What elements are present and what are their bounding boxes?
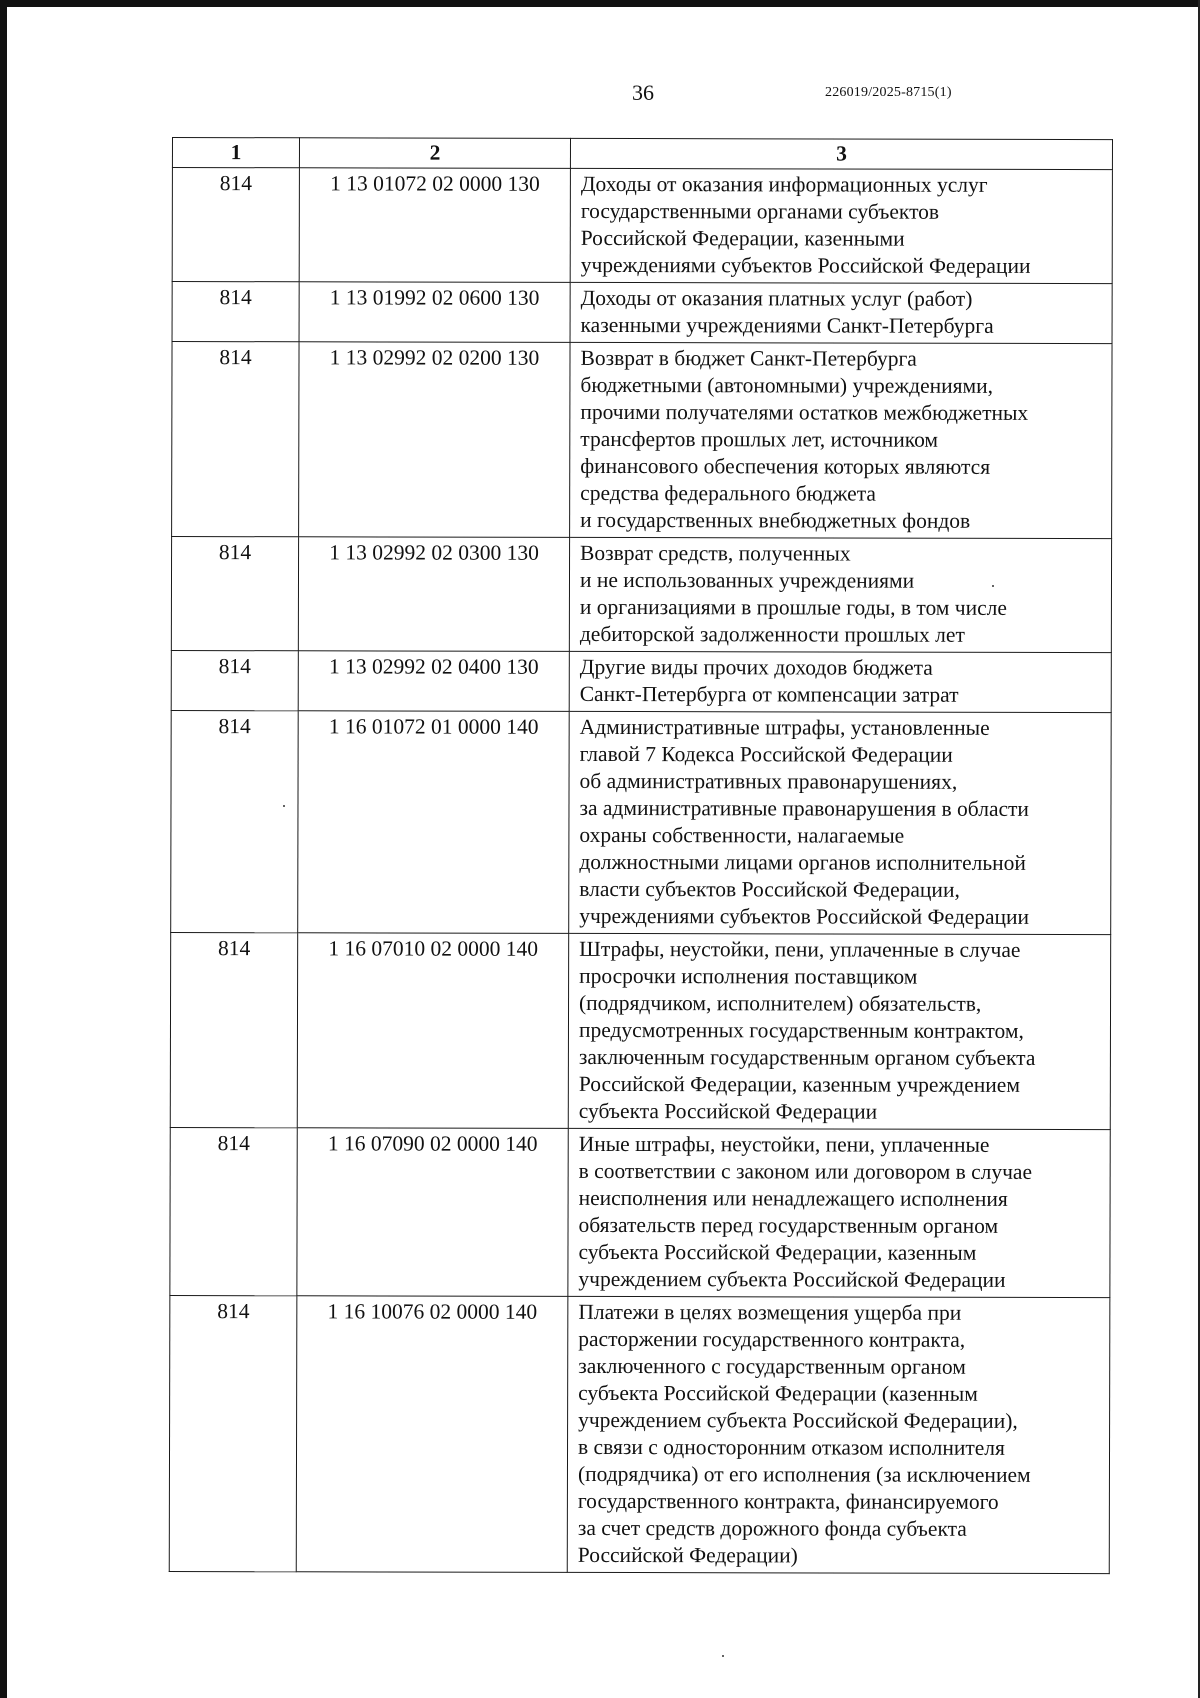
table-row [172,282,1112,344]
description-cell [570,168,1112,283]
description-line: за счет средств дорожного фонда субъекта [577,1515,967,1541]
document-sheet [169,137,1112,1574]
description-line: должностными лицами органов исполнительной [579,849,1026,875]
revenue-code-cell: 1 13 02992 02 0400 130 [298,651,569,712]
scan-speck [722,1655,724,1657]
admin-code-cell: 814 [172,168,299,282]
description-line: (подрядчика) от его исполнения (за исключением [577,1461,1031,1487]
description-line: учреждениями субъектов Российской Федерации [580,252,1031,278]
description-line: просрочки исполнения поставщиком [579,963,918,989]
scan-border-left [0,0,7,1698]
description-line: субъекта Российской Федерации, казенным [578,1239,977,1265]
revenue-code-cell: 1 13 01072 02 0000 130 [299,168,570,283]
description-line: заключенного с государственным органом [578,1353,966,1379]
description-line: Другие виды прочих доходов бюджета [579,654,933,680]
description-line: и государственных внебюджетных фондов [580,507,971,533]
description-line: расторжении государственного контракта, [578,1326,966,1352]
revenue-code-cell: 1 16 07010 02 0000 140 [297,933,568,1129]
table-row [169,1295,1110,1573]
column-header-3: 3 [570,138,1112,169]
description-line: Платежи в целях возмещения ущерба при [578,1299,962,1325]
description-cell [568,1128,1110,1297]
description-line: и организациями в прошлые годы, в том числе [579,594,1007,620]
description-line: казенными учреждениями Санкт-Петербурга [580,312,994,338]
description-line: прочими получателями остатков межбюджетных [580,399,1029,425]
description-line: в связи с односторонним отказом исполнителя [578,1434,1005,1460]
table-row [170,932,1110,1129]
description-line: Доходы от оказания платных услуг (работ) [580,285,973,311]
description-line: власти субъектов Российской Федерации, [579,876,960,902]
admin-code-cell: 814 [171,710,299,932]
description-cell [568,933,1110,1129]
table-row [171,537,1111,653]
description-line: за административные правонарушения в области [579,795,1029,821]
admin-code-cell: 814 [171,537,298,651]
description-line: Санкт-Петербурга от компенсации затрат [579,681,959,707]
revenue-codes-table [169,137,1113,1574]
description-line: Российской Федерации, казенными [580,225,905,251]
revenue-code-cell: 1 13 02992 02 0200 130 [299,342,570,538]
admin-code-cell: 814 [170,932,297,1127]
revenue-code-cell: 1 16 07090 02 0000 140 [297,1128,568,1297]
admin-code-cell: 814 [171,650,298,710]
scan-border-top [0,0,1200,7]
description-line: государственного контракта, финансируемого [577,1488,999,1514]
description-cell [569,651,1111,712]
description-line: дебиторской задолженности прошлых лет [579,621,965,647]
description-cell [567,1296,1110,1573]
description-line: об административных правонарушениях, [579,768,958,794]
admin-code-cell: 814 [169,1295,297,1571]
description-cell [570,282,1112,343]
table-row [170,1127,1110,1297]
description-line: Возврат средств, полученных [580,540,851,566]
table-row [172,342,1112,539]
scan-speck [283,805,285,807]
description-line: трансфертов прошлых лет, источником [580,426,939,452]
description-line: Штрафы, неустойки, пени, уплаченные в случае [579,936,1021,962]
description-line: Административные штрафы, установленные [579,714,990,740]
revenue-code-cell: 1 13 02992 02 0300 130 [298,537,569,652]
document-number: 226019/2025-8715(1) [825,85,952,100]
description-line: Доходы от оказания информационных услуг [580,171,988,197]
revenue-code-cell: 1 16 01072 01 0000 140 [298,711,570,934]
description-cell [569,537,1111,652]
description-line: бюджетными (автономными) учреждениями, [580,372,994,398]
admin-code-cell: 814 [172,342,299,537]
revenue-code-cell: 1 16 10076 02 0000 140 [296,1296,568,1573]
description-line: и не использованных учреждениями [579,567,915,593]
description-line: Российской Федерации, казенным учреждением [578,1071,1020,1097]
scan-speck [992,585,994,587]
revenue-code-cell: 1 13 01992 02 0600 130 [299,282,570,343]
description-line: субъекта Российской Федерации [578,1098,878,1124]
table-body [169,168,1112,1574]
admin-code-cell: 814 [172,282,299,342]
admin-code-cell: 814 [170,1127,297,1295]
table-row [172,168,1112,284]
description-line: субъекта Российской Федерации (казенным [578,1380,978,1406]
table-row [171,710,1112,934]
description-cell [570,342,1112,538]
description-line: средства федерального бюджета [580,480,876,506]
description-line: предусмотренных государственным контрактом, [578,1017,1024,1043]
page-number: 36 [632,80,654,105]
description-line: обязательств перед государственным органом [578,1212,999,1238]
table-row [171,650,1111,712]
description-line: охраны собственности, налагаемые [579,822,905,848]
description-line: Российской Федерации) [577,1542,798,1568]
description-line: учреждениями субъектов Российской Федерации [579,903,1030,929]
column-header-1: 1 [172,138,299,168]
column-header-2: 2 [299,138,570,169]
description-line: государственными органами субъектов [580,198,940,224]
description-line: учреждением субъекта Российской Федерации [578,1266,1006,1292]
description-line: финансового обеспечения которых являются [580,453,991,479]
description-cell [569,711,1112,934]
description-line: главой 7 Кодекса Российской Федерации [579,741,953,767]
description-line: Возврат в бюджет Санкт-Петербурга [580,345,917,371]
description-line: учреждением субъекта Российской Федерации), [578,1407,1018,1433]
description-line: неисполнения или ненадлежащего исполнения [578,1185,1008,1211]
description-line: (подрядчиком, исполнителем) обязательств, [579,990,982,1016]
description-line: заключенным государственным органом субъекта [578,1044,1036,1070]
description-line: в соответствии с законом или договором в случае [578,1158,1033,1184]
description-line: Иные штрафы, неустойки, пени, уплаченные [578,1131,990,1157]
table-header-row [172,138,1112,170]
